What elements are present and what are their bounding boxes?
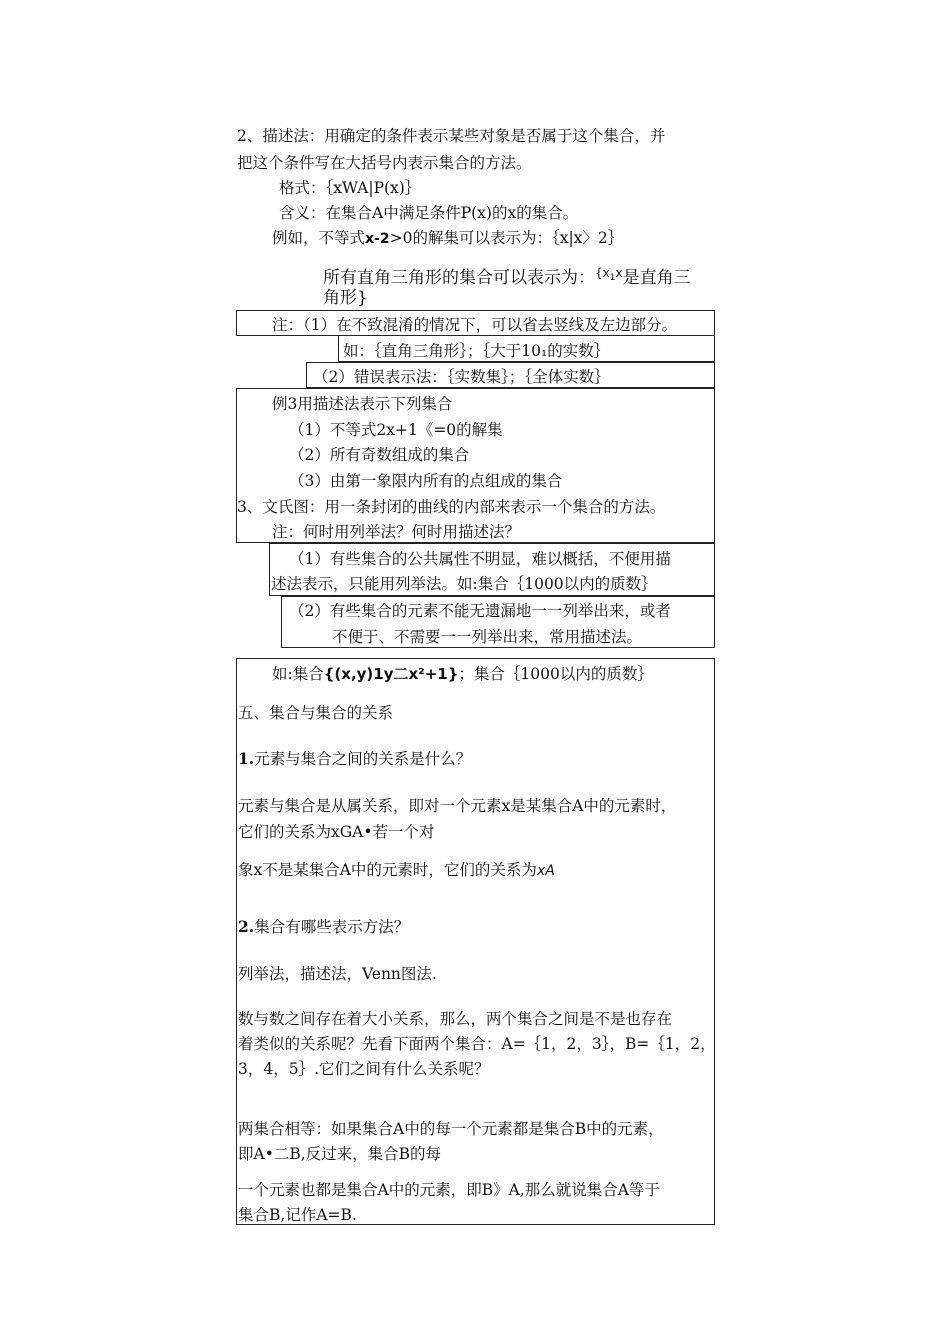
triangle-symbol: {x	[595, 266, 610, 280]
triangle-line-1	[323, 263, 691, 288]
example-line	[272, 228, 623, 249]
example3-item-2: （2）所有奇数组成的集合	[289, 446, 470, 464]
set-example-set: {(x,y)1y二x²+1}	[323, 665, 459, 683]
question-1	[238, 749, 471, 769]
note-example: 如：｛直角三角形｝；｛大于10₁的实数｝	[343, 342, 610, 360]
paragraph-line-3: 3，4，5｝.它们之间有什么关系呢？	[238, 1060, 490, 1078]
answer-1-line-1: 元素与集合是从属关系，即对一个元素x是某集合A中的元素时，	[238, 797, 677, 815]
example-post: >0的解集可以表示为：｛x|x〉2｝	[389, 229, 624, 247]
venn-line: 3、文氏图：用一条封闭的曲线的内部来表示一个集合的方法。	[237, 498, 666, 516]
main-box	[236, 658, 715, 1225]
triangle-end: 是直角三	[622, 268, 691, 288]
question-2-number: 2.	[238, 917, 255, 936]
triangle-x: x	[615, 266, 623, 280]
answer-1-line-2: 它们的关系为xGA•若一个对	[238, 823, 435, 841]
note-1: 注：（1）在不致混淆的情况下，可以省去竖线及左边部分。	[272, 316, 678, 334]
note-question: 注：何时用列举法？何时用描述法？	[272, 523, 521, 541]
triangle-subscript: 1	[609, 273, 616, 283]
section-5-heading: 五、集合与集合的关系	[238, 704, 394, 722]
set-example-pre: 如:集合	[272, 665, 324, 683]
paragraph-line-2: 着类似的关系呢？先看下面两个集合：A=｛1，2，3｝，B=｛1，2，	[238, 1035, 716, 1053]
triangle-text: 所有直角三角形的集合可以表示为：	[323, 268, 595, 288]
equality-line-4: 集合B,记作A=B.	[238, 1206, 357, 1224]
sec2-line-1: 2、描述法：用确定的条件表示某些对象是否属于这个集合，并	[237, 127, 666, 145]
triangle-line-2: 角形}	[323, 288, 368, 308]
set-example-line	[272, 664, 653, 684]
paragraph-line-1: 数与数之间存在着大小关系，那么，两个集合之间是不是也存在	[238, 1010, 673, 1028]
example3-item-3: （3）由第一象限内所有的点组成的集合	[289, 472, 563, 490]
answer-1-line-3	[238, 860, 555, 881]
meaning-line: 含义：在集合A中满足条件P(x)的x的集合。	[279, 204, 579, 222]
usage-1-line-1: （1）有些集合的公共属性不明显，难以概括，不便用描	[289, 550, 671, 568]
answer-1-symbol: xA	[536, 863, 555, 879]
usage-2-line-1: （2）有些集合的元素不能无遗漏地一一列举出来，或者	[289, 602, 671, 620]
example-pre: 例如，不等式	[272, 229, 366, 247]
example-expr: x-2	[365, 231, 390, 247]
note-2: （2）错误表示法：｛实数集｝；｛全体实数｝	[313, 368, 610, 386]
question-1-text: 元素与集合之间的关系是什么？	[254, 750, 472, 768]
format-line: 格式：｛xWA|P(x)｝	[279, 179, 421, 197]
set-example-post: ；集合｛1000以内的质数｝	[458, 665, 653, 683]
answer-2: 列举法，描述法，Venn图法.	[238, 965, 437, 983]
question-1-number: 1.	[238, 749, 255, 768]
question-2	[238, 917, 409, 937]
question-2-text: 集合有哪些表示方法？	[254, 918, 410, 936]
equality-line-3: 一个元素也都是集合A中的元素，即B》A,那么就说集合A等于	[238, 1181, 660, 1199]
usage-2-line-2: 不便于、不需要一一列举出来，常用描述法。	[332, 628, 643, 646]
equality-line-1: 两集合相等：如果集合A中的每一个元素都是集合B中的元素，	[238, 1120, 664, 1138]
example3-title: 例3用描述法表示下列集合	[272, 395, 453, 413]
sec2-line-2: 把这个条件写在大括号内表示集合的方法。	[237, 154, 532, 172]
answer-1-line-3-text: 象x不是某集合A中的元素时，它们的关系为	[238, 861, 537, 879]
example3-item-1: （1）不等式2x+1《=0的解集	[289, 421, 503, 439]
equality-line-2: 即A•二B,反过来，集合B的每	[238, 1145, 442, 1163]
usage-1-line-2: 述法表示，只能用列举法。如:集合｛1000以内的质数｝	[271, 575, 657, 593]
